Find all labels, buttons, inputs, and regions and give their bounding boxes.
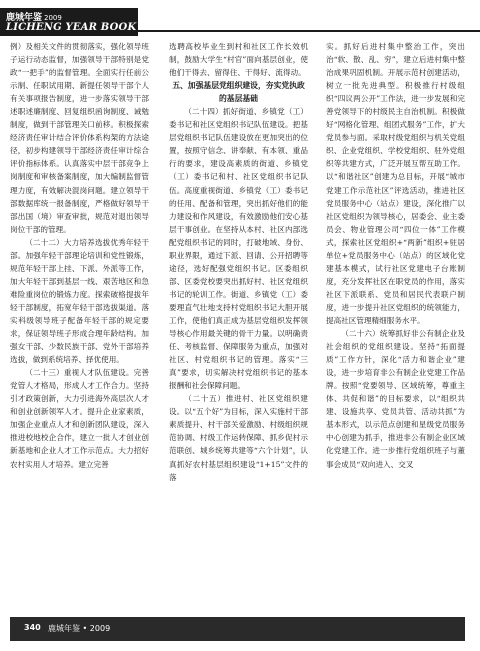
paragraph: 实。抓好后进村集中整治工作，突出治“软、散、乱、穷”，建立后进村集中整治成果巩固机制。开展示范村创建活动，树立一批先进典型。积极推行村级组织“四议两公开”工作法，进一步发展和完善党领导下的村级民主自治机制。积极做好“网格化管理、组团式服务”工作，扩大党员参与面。采取村级党组织与机关党组织、企业党组织、学校党组织、驻外党组织等共建方式，广泛开展互帮互助工作。以“和谐社区”创建为总目标，开展“城市党建工作示范社区”评选活动，推进社区党员服务中心（站点）建设，深化推广以社区党组织为领导核心，居委会、业主委员会、物业管理公司“四位一体”工作模式，探索社区党组织+“两新”组织+驻居单位+党员服务中心（站点）的区域化党建基本模式，试行社区党建电子台账制度，充分发挥社区在职党员的作用，落实社区下派联系、党员和居民代表联户制度，进一步提升社区党组织的统领能力，提高社区管理精细服务水平。 bbox=[326, 42, 465, 325]
page-number: 340 bbox=[24, 623, 41, 632]
header-rule bbox=[138, 30, 480, 32]
paragraph: （二十二）大力培养选拔优秀年轻干部。加强年轻干部理论培训和党性锻炼，规范年轻干部上挂、下派、外派等工作，加大年轻干部到基层一线、艰苦地区和急难险重岗位的锻炼力度。探索破格提拔年轻干部制度，拓宽年轻干部选拔渠道。落实科级领导班子配备年轻干部的规定要求，保证领导班子形成合理年龄结构。加强女干部、少数民族干部、党外干部培养选拔，做到系统培养、择优使用。 bbox=[10, 237, 149, 365]
paragraph: （二十三）重视人才队伍建设。完善党管人才格局，形成人才工作合力。坚持引才政策创新，大力引进海外高层次人才和创业创新领军人才。提升企业家素质，加强企业重点人才和创新团队建设，深入推进校地校企合作，建立一批人才创业创新基地和企业人才工作示范点。大力招好农村实用人才培养。建立完善 bbox=[10, 368, 149, 469]
text-column-2 bbox=[169, 40, 308, 612]
paragraph: （二十五）推进村、社区党组织建设。以“五个好”为目标，深入实施村干部素质提升、村干部关爱激励、村级组织规范协调、村级工作运转保障、抓乡促村示范联创、城乡统筹共建等“六个计划”，认真抓好农村基层组织建设“1+15”文件的落 bbox=[169, 394, 308, 482]
section-heading: 五、加强基层党组织建设，夯实党执政的基层基础 bbox=[172, 81, 305, 104]
text-column-1 bbox=[10, 40, 149, 612]
page-footer bbox=[10, 617, 465, 641]
paragraph: 例）及相关文件的贯彻落实，强化领导班子运行动态监督，加强领导干部特别是党政“一把手”的监督管理。全面实行任前公示制、任职试用期、新提任领导干部个人有关事项报告制度，进一步落实领导干部述职述廉制度、回复组织函询制度、诫勉制度，做到干部管理关口前移。积极探索经济责任审计结合评价体系构架的方法途径，初步构建领导干部经济责任审计综合评价指标体系。认真落实中层干部竞争上岗制度和审核备案制度，加大编制监督管理力度，有效解决混岗问题。建立领导干部数据库统一报备制度，严格做好领导干部出国（境）审查审批，规范对退出领导岗位干部的管理。 bbox=[10, 42, 149, 234]
paragraph: （二十四）抓好街道、乡镇党（工）委书记和社区党组织书记队伍建设。把基层党组织书记队伍建设放在更加突出的位置，按照守信念、讲奉献、有本领、重品行的要求，建设高素质的街道、乡镇党（工）委书记和村、社区党组织书记队伍。高度重视街道、乡镇党（工）委书记的任用、配备和管理，突出抓好他们的能力建设和作风建设，有效激励他们安心基层干事创业。在坚持从本村、社区内部选配党组织书记的同时，打破地域、身份、职业界限，通过下派、回请、公开招聘等途径，选好配强党组织书记。区委组织部、区委党校要突出抓好村、社区党组织书记的轮训工作。街道、乡镇党（工）委要理直气壮地支持村党组织书记大胆开展工作，使他们真正成为基层党组织发挥领导核心作用最关键的骨干力量。以明确责任、考核监督、保障服务为重点，加强对社区、村党组织书记的管理。落实“三真”要求，切实解决村党组织书记的基本报酬和社会保障问题。 bbox=[169, 107, 308, 391]
text-column-3 bbox=[326, 40, 465, 612]
paragraph: （二十六）统筹抓好非公有制企业及社会组织的党组织建设。坚持“拓面提质”工作方针，深化“活力和谐企业”建设，进一步培育非公有制企业党建工作品牌。按照“党要领导、区域统筹，尊重主体、共促和谐”的目标要求，以“组织共建、设施共享、党员共管、活动共抓”为基本形式，以示范点创建和星级党员服务中心创建为抓手，推进非公有制企业区域化党建工作。进一步推行党组织班子与董事会成员“双向进入、交叉 bbox=[326, 329, 465, 469]
paragraph: 选聘高校毕业生到村和社区工作长效机制，鼓励大学生“村官”面向基层创业，使他们干得去、留得住、干得好、流得动。 bbox=[169, 42, 308, 78]
header-title-cn: 鹿城年鉴 2009 bbox=[6, 13, 62, 23]
running-header bbox=[0, 8, 138, 36]
header-title-en: LICHENG YEAR BOOK bbox=[6, 22, 137, 33]
header-year: 2009 bbox=[44, 14, 62, 22]
footer-text: 鹿城年鉴 • 2009 bbox=[48, 624, 111, 633]
